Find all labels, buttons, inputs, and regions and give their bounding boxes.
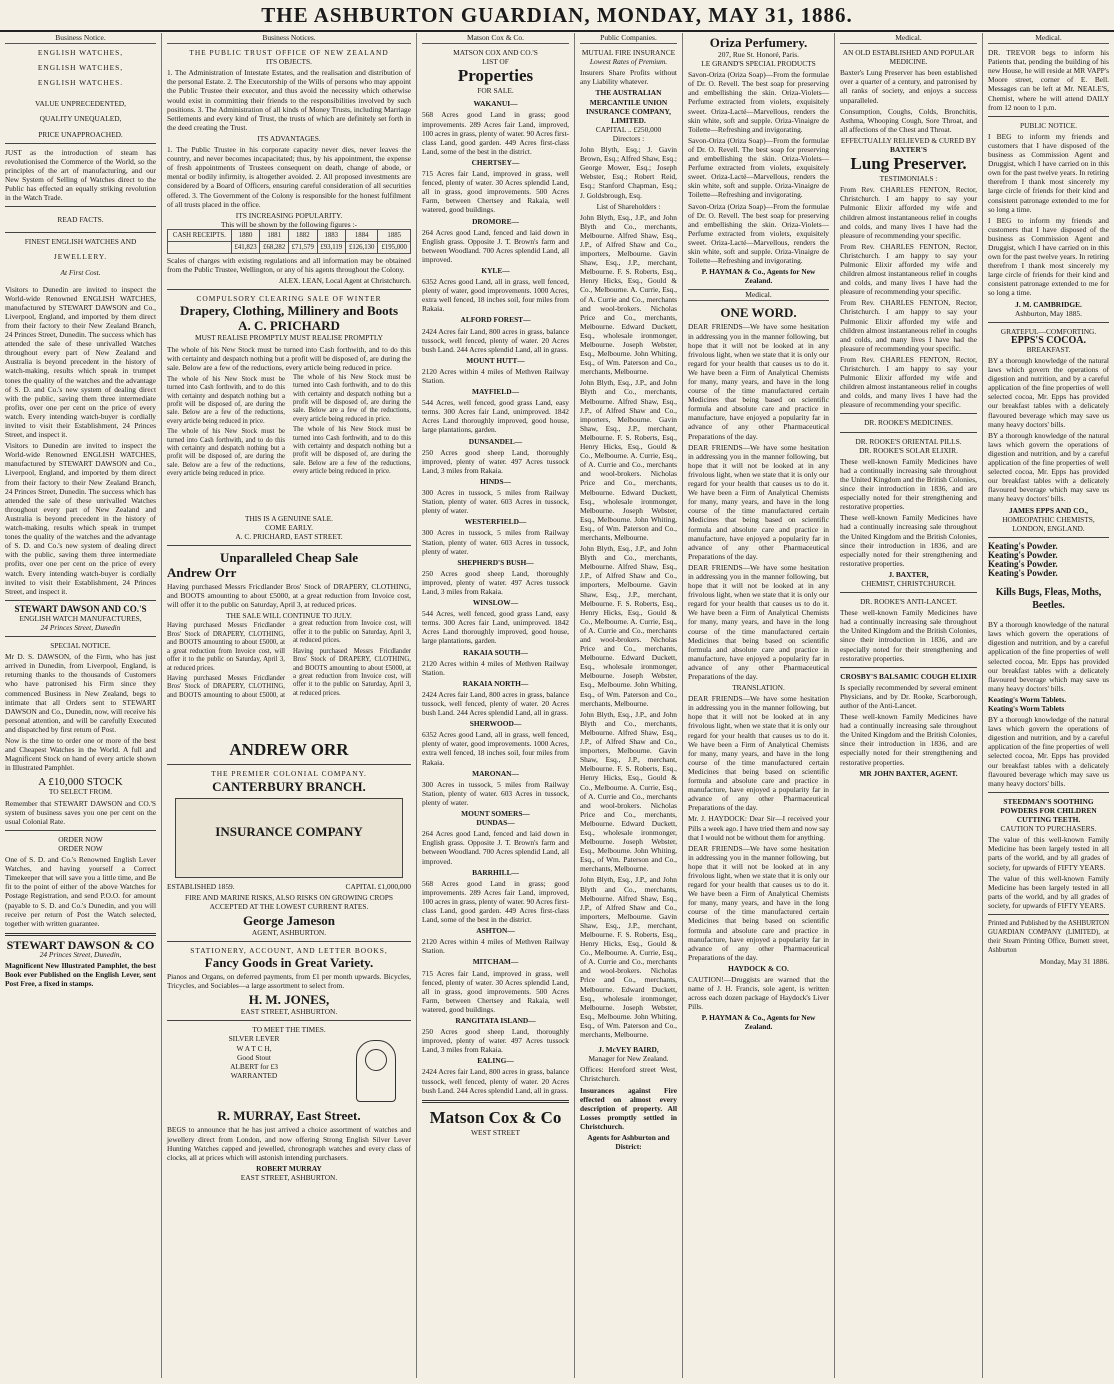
manager-title: Manager for New Zealand. xyxy=(588,1054,669,1064)
headline: LIST OF xyxy=(482,57,509,67)
paragraph: Baxter's Lung Preserver has been established over a quarter of a century, and patronised by all ranks of society, and enjoys a success unparalleled. xyxy=(840,68,977,105)
ad-line: W A T C H, xyxy=(236,1043,272,1053)
subheading: LE GRAND'S SPECIAL PRODUCTS xyxy=(701,59,816,69)
paragraph: 1. The Public Trustee in his corporate capacity never dies, never leaves the country, and never becomes incapacitated; thus, by his appointment, the expense of fresh appointments of Trustees consequent on death, change of abode, or mental or bodily infirmity, is altogether avoided. 2. All proposed investments are considered by a Board of Officers, ensuring careful consideration of all securities offered. 3. The Government of the Colony is responsible for the honest fulfilment of all trusts placed in the office. xyxy=(167,145,411,209)
table-cell: CASH RECEIPTS. xyxy=(168,229,232,241)
signature: ALEX. LEAN, Local Agent at Christchurch. xyxy=(278,276,411,286)
paragraph: JUST as the introduction of steam has revolutionised the Commerce of the World, so the principles of the art of manufacturing, and our New System of Selling of Watches direct to the Public has effected an equally striking revolution in the Watch Trade. xyxy=(5,147,156,203)
headline: ENGLISH WATCHES. xyxy=(37,78,124,88)
watch-ad xyxy=(167,1034,411,1108)
price-list xyxy=(167,374,411,514)
locality: DUNSANDEL— xyxy=(468,436,523,446)
paragraph: DEAR FRIENDS—We have some hesitation in addressing you in the manner following, but hope that it will not be looked at in any frivolous light, when we state that it is only our regard for your health that causes us to do it. We have been a Firm of Analytical Chemists for many, many years, and have in the long course of the time manufactured certain Medicines that being based on scientific formula and absolute care and practice in manufacture, have enjoyed a popularity far in advance of any other Pharmaceutical Preparations of the day. xyxy=(688,694,829,813)
chemist-title: CHEMIST, CHRISTCHURCH. xyxy=(861,578,956,588)
signature: J. M. CAMBRIDGE. xyxy=(1015,299,1082,309)
paragraph: Offices: Hereford street West, Christchurch. xyxy=(580,1065,677,1084)
locality: WESTERFIELD— xyxy=(464,517,527,527)
paragraph: 2424 Acres fair Land, 800 acres in grass, balance tussock, well fenced, plenty of water. 20 Acres bush Land. 244 Acres splendid Land, all in grass. xyxy=(422,326,569,354)
ad-line: SILVER LEVER xyxy=(228,1034,280,1044)
paragraph: Having purchased Messrs Fricdlander Bros' Stock of DRAPERY, CLOTHING, and BOOTS amounting to about £5000, at a great reduction from Invoice cost, will offer it to the public on Saturday, April 3, at reduced prices. xyxy=(167,582,411,610)
product-line: Keating's Worm Tablets. xyxy=(988,694,1067,704)
paragraph: These well-known Family Medicines have had a continually increasing sale throughout the United Kingdom and the British Colonies, since their introduction in 1836, and are especially noted for their strengthening and restorative properties. xyxy=(840,513,977,568)
firm-name: HAYDOCK & CO. xyxy=(728,963,789,973)
paragraph: BEGS to announce that he has just arrived a choice assortment of watches and jewellery direct from London, and now offering Strong English Silver Lever Hunting Watches capped and jewelled, chronograph watches and every class of clocks, all at prices which will astonish intending purchasers. xyxy=(167,1125,411,1162)
address: 207, Rue St. Honoré, Paris. xyxy=(718,50,799,59)
paragraph: 300 Acres in tussock, 5 miles from Railway Station, plenty of water. 603 Acres in tussock, plenty of water. xyxy=(422,528,569,556)
locality: MAYFIELD— xyxy=(472,387,519,397)
paragraph: 715 Acres fair Land, improved in grass, well fenced, plenty of water. 30 Acres splendid Land, all in grass, good improvements. 500 Acres Farm, between Chertsey and Rakaia, well watered, good buildings. xyxy=(422,968,569,1014)
locality: CHERTSEY— xyxy=(471,157,520,167)
product-line: Keating's Powder. xyxy=(988,558,1058,569)
headline: READ FACTS. xyxy=(57,215,104,225)
paragraph: Is specially recommended by several eminent Physicians, and by Dr. Rooke, Scarborough, author of the Anti-Lancet. xyxy=(840,682,977,710)
address: WEST STREET xyxy=(471,1127,520,1137)
note: This will be shown by the following figures :- xyxy=(221,219,357,229)
subheading: At First Cost. xyxy=(60,267,101,277)
locality: MOUNT HUTT— xyxy=(466,355,525,365)
column-heading: Business Notices. xyxy=(167,33,411,44)
firm-address: 24 Princes Street, Dunedin, xyxy=(39,949,122,959)
headline: DR. ROOKE'S SOLAR ELIXIR. xyxy=(859,445,958,455)
paragraph: From Rev. CHARLES FENTON, Rector, Christchurch. I am happy to say your Pulmonic Elixir afforded my wife and children almost instantaneous relief in coughs and colds, and many lives I have had the pleasure of recommending your specific. xyxy=(840,185,977,240)
table-cell: £71,579 xyxy=(288,241,317,253)
paragraph: The value of this well-known Family Medicine has been largely tested in all parts of the world, and by all grades of society, for upwards of FIFTY YEARS. xyxy=(988,873,1109,910)
agent-line: P. HAYMAN & Co., Agents for New Zealand. xyxy=(701,1013,816,1032)
headline: GRATEFUL—COMFORTING. xyxy=(1000,326,1097,336)
column-public-companies xyxy=(575,33,683,1378)
headline: Properties xyxy=(457,66,534,86)
table-cell: £126,130 xyxy=(345,241,378,253)
paragraph: From Rev. CHARLES FENTON, Rector, Christchurch. I am happy to say your Pulmonic Elixir afforded my wife and children almost instantaneous relief in coughs and colds, and many lives I have had the pleasure of recommending your specific. xyxy=(840,241,977,297)
column-heading: Medical. xyxy=(988,33,1109,44)
table-cell: £195,000 xyxy=(378,241,411,253)
table-cell xyxy=(168,241,232,253)
paragraph: John Blyth, Esq., J.P., and John Blyth and Co., merchants, Melbourne. Alfred Shaw, Esq., J.P., of Alfred Shaw and Co., importers, Melbourne. Gavin Shaw, Esq., J.P., merchant, Melbourne. F. S. Roberts, Esq., Henry Hicks, Esq., Gould & Co., Melbourne. A. Currie, Esq., of A. Currie and Co., merchants and wool-brokers. Nicholas Price and Co., merchants, Melbourne. Edward Duckett, Esq., wholesale ironmonger, Melbourne. Joseph Webster, Esq., Melbourne. John Whiting, Esq., of Wm. Paterson and Co., merchants, Melbourne. xyxy=(580,709,677,874)
column-heading: Medical. xyxy=(840,33,977,44)
paragraph: One of S. D. and Co.'s Renowned English Lever Watches, and having yourself a Correct Timekeeper that will save you a little time, and Be fit to the point of either of the above Watches for Postage Registration, and send P.O.O. for amount (payable to S. D. and Co.'s Dunedin, and you will receive per return of Post the Watch selected, together with written guarantee. xyxy=(5,855,156,928)
paragraph: 2120 Acres within 4 miles of Methven Railway Station. xyxy=(422,937,569,956)
paragraph: Savon-Oriza (Oriza Soap)—From the formulae of Dr. O. Revell. The best soap for preserving and embellishing the skin. Oriza-Violets—Perfume extracted from violets, exquisitely sweet. Oriza-Lacté—Marvellous, renders the skin white, soft and supple. Oriza-Vinaigre de Toilette—Refreshing and invigorating. xyxy=(688,135,829,200)
ad-line: Good Stout xyxy=(237,1052,271,1062)
column-heading: Matson Cox & Co. xyxy=(422,33,569,44)
paragraph: Remember that STEWART DAWSON and CO.'S system of business saves you one per cent on the usual Colonial Rate. xyxy=(5,798,156,826)
headline: STATIONERY, ACCOUNT, AND LETTER BOOKS, xyxy=(190,945,388,955)
locality: BARRHILL— xyxy=(472,867,519,877)
table-cell: 1885 xyxy=(378,229,411,241)
headline: SPECIAL NOTICE. xyxy=(50,641,111,651)
subheading: CAUTION TO PURCHASERS. xyxy=(1000,824,1097,834)
product-line: Keating's Powder. xyxy=(988,568,1058,579)
paragraph: John Blyth, Esq., J.P., and John Blyth and Co., merchants, Melbourne. Alfred Shaw, Esq., J.P., of Alfred Shaw and Co., importers, Melbourne. Gavin Shaw, Esq., J.P., merchant, Melbourne. F. S. Roberts, Esq., Henry Hicks, Esq., Gould & Co., Melbourne. A. Currie, Esq., of A. Currie and Co., merchants and wool-brokers. Nicholas Price and Co., merchants, Melbourne. Edward Duckett, Esq., wholesale ironmonger, Melbourne. Joseph Webster, Esq., Melbourne. John Whiting, Esq., of Wm. Paterson and Co., merchants, Melbourne. xyxy=(580,212,677,377)
notice: THIS IS A GENUINE SALE. xyxy=(244,513,334,523)
headline: FINEST ENGLISH WATCHES AND xyxy=(24,237,137,247)
paragraph: These well-known Family Medicines have had a continually increasing sale throughout the United Kingdom and the British Colonies, since their introduction in 1836, and are especially noted for their strengthening and restorative properties. xyxy=(840,456,977,512)
headline: VALUE UNPRECEDENTED, xyxy=(34,99,126,109)
column-baxter-rooke xyxy=(835,33,983,1378)
locality: WAKANUI— xyxy=(473,99,518,109)
column-oriza-haydock xyxy=(683,33,835,1378)
advertiser-name: A. C. PRICHARD xyxy=(238,318,340,334)
headline: ORDER NOW xyxy=(58,834,103,844)
ad-line: ALBERT for £3 xyxy=(230,1061,278,1071)
firm-name: JAMES EPPS AND CO., xyxy=(1008,505,1089,515)
table-row xyxy=(168,241,411,253)
subheading: Lowest Rates of Premium. xyxy=(589,57,668,67)
advertiser-name: George Jameson xyxy=(242,912,336,928)
table-cell: 1883 xyxy=(317,229,345,241)
locality: HINDS— xyxy=(480,476,511,486)
paragraph: John Blyth, Esq., J.P., and John Blyth and Co., merchants, Melbourne. Alfred Shaw, Esq., J.P., of Alfred Shaw and Co., importers, Melbourne. Gavin Shaw, Esq., J.P., merchant, Melbourne. F. S. Roberts, Esq., Henry Hicks, Esq., Gould & Co., Melbourne. A. Currie, Esq., of A. Currie and Co., merchants and wool-brokers. Nicholas Price and Co., merchants, Melbourne. Edward Duckett, Esq., wholesale ironmonger, Melbourne. Joseph Webster, Esq., Melbourne. John Whiting, Esq., of Wm. Paterson and Co., merchants, Melbourne. xyxy=(580,544,677,708)
advertiser-name: R. MURRAY, East Street. xyxy=(217,1108,361,1124)
headline: DR. ROOKE'S MEDICINES. xyxy=(864,418,953,428)
headline: CANTERBURY BRANCH. xyxy=(212,778,366,794)
paragraph: John Blyth, Esq.; J. Gavin Brown, Esq.; Alfred Shaw, Esq.; George Mower, Esq.; Joseph Webster, Esq.; Robert Reid, Esq.; Stanford Chapman, Esq.; J. Goldsbrough, Esq. xyxy=(580,145,677,200)
paragraph: John Blyth, Esq., J.P., and John Blyth and Co., merchants, Melbourne. Alfred Shaw, Esq., J.P., of Alfred Shaw and Co., importers, Melbourne. Gavin Shaw, Esq., J.P., merchant, Melbourne. F. S. Roberts, Esq., Henry Hicks, Esq., Gould & Co., Melbourne. A. Currie, Esq., of A. Currie and Co., merchants and wool-brokers. Nicholas Price and Co., merchants, Melbourne. Edward Duckett, Esq., wholesale ironmonger, Melbourne. Joseph Webster, Esq., Melbourne. John Whiting, Esq., of Wm. Paterson and Co., merchants, Melbourne. xyxy=(580,875,677,1040)
insurance-company-logo xyxy=(175,798,403,878)
paragraph: Insurers Share Profits without any Liability whatever. xyxy=(580,68,677,87)
paragraph: The whole of his New Stock must be turned into Cash forthwith, and to do this with certainty and despatch nothing but a profit will be disposed of, are during the sale. Below are a few of the reductions, every article being reduced in price. xyxy=(167,428,285,478)
locality: ASHTON— xyxy=(476,926,515,936)
ad-line: WARRANTED xyxy=(230,1070,278,1080)
table-cell: 1880 xyxy=(231,229,260,241)
product-line: Keating's Powder. xyxy=(988,540,1058,551)
agent-line: P. HAYMAN & Co., Agents for New Zealand. xyxy=(701,267,816,286)
headline: ENGLISH WATCHES, xyxy=(37,63,124,73)
locality: MOUNT SOMERS— xyxy=(461,809,530,819)
firm-address: 24 Princes Street, Dunedin xyxy=(40,622,121,632)
locality: WINSLOW— xyxy=(472,598,519,608)
paragraph: Mr. J. HAYDOCK: Dear Sir—I received your Pills a week ago. I have tried them and now say that I would not be without them for anything. xyxy=(688,814,829,842)
clock-illustration xyxy=(341,1034,411,1108)
paragraph: DEAR FRIENDS—We have some hesitation in addressing you in the manner following, but hope that it will not be looked at in any frivolous light, when we state that it is only our regard for your health that causes us to do it. We have been a Firm of Analytical Chemists for many, many years, and have in the long course of the time manufactured certain Medicines that being based on scientific formula and absolute care and practice in manufacture, have enjoyed a popularity far in advance of any other Pharmaceutical Preparations of the day. xyxy=(688,562,829,681)
paragraph: DEAR FRIENDS—We have some hesitation in addressing you in the manner following, but hope that it will not be looked at in any frivolous light, when we state that it is only our regard for your health that causes us to do it. We have been a Firm of Analytical Chemists for many, many years, and have in the long course of the time manufactured certain Medicines that being based on scientific formula and absolute care and practice in manufacture, have enjoyed a popularity far in advance of any other Pharmaceutical Preparations of the day. xyxy=(688,442,829,561)
locality: KYLE— xyxy=(481,265,510,275)
paragraph: I BEG to inform my friends and customers that I have disposed of the business as Commission Agent and Druggist, which I have carried on in this own for the past twelve years. In retiring therefrom I thank most sincerely my large circle of friends for their kind and consistent patronage extended to me for so long a time. xyxy=(988,131,1109,214)
paragraph: 300 Acres in tussock, 5 miles from Railway Station, plenty of water. 603 Acres in tussock, plenty of water. xyxy=(422,779,569,807)
subheading: AGENT, ASHBURTON. xyxy=(251,927,327,937)
subheading: ITS ADVANTAGES. xyxy=(257,133,321,143)
paragraph: Visitors to Dunedin are invited to inspect the World-wide Renowned ENGLISH WATCHES, manufactured by STEWART DAWSON and Co., Liverpool, England, and imported by them direct from their factory to their New Zealand Branch, 24 Princes Street, Dunedin. The success which has attended the sale of these unrivalled Watches throughout every part of New Zealand and Australia is beyond precedent in the history of watch-making, results which speak in trumpet tones the quality of the watches and the advantage of S. D. and Co.'s new system of dealing direct with the public, saving them three intermediate profits, over one per cent on the price of every watch. Every intending watch-buyer is cordially invited to visit their Establishment, 24 Princes Street, and inspect it. xyxy=(5,441,156,596)
paragraph: 544 Acres, well fenced, good grass Land, easy terms. 300 Acres fair Land, unimproved. 1842 Acres Land thoroughly improved, good house, large plantations, garden. xyxy=(422,398,569,435)
product-line: Keating's Worm Tablets xyxy=(988,704,1065,713)
paragraph: 250 Acres good sheep Land, thoroughly improved, plenty of water. 497 Acres tussock Land, 3 miles from Rakaia. xyxy=(422,447,569,475)
paragraph: 300 Acres in tussock, 5 miles from Railway Station, plenty of water. 603 Acres in tussock, plenty of water. xyxy=(422,488,569,516)
paragraph: These well-known Family Medicines have had a continually increasing sale throughout the United Kingdom and the British Colonies, since their introduction in 1836, and are especially noted for their strengthening and restorative properties. xyxy=(840,608,977,663)
established: ESTABLISHED 1859. xyxy=(167,881,235,891)
paragraph: Now is the time to order one or more of the best and Cheapest Watches in the World. A full and Magnificent Stock on hand of every article shown in Illustrated Pamphlet. xyxy=(5,736,156,773)
headline: ONE WORD. xyxy=(720,305,797,321)
locality: EALING— xyxy=(477,1056,514,1066)
paragraph: DEAR FRIENDS—We have some hesitation in addressing you in the manner following, but hope that it will not be looked at in any frivolous light, when we state that it is only our regard for your health that causes us to do it. We have been a Firm of Analytical Chemists for many, many years, and have in the long course of the time manufactured certain Medicines that being based on scientific formula and absolute care and practice in manufacture, have enjoyed a popularity far in advance of any other Pharmaceutical Preparations of the day. xyxy=(688,843,829,962)
address: EAST STREET, ASHBURTON. xyxy=(240,1172,338,1182)
paragraph: 715 Acres fair Land, improved in grass, well fenced, plenty of water. 30 Acres splendid Land, all in grass, good improvements. 500 Acres Farm, between Chertsey and Rakaia, well watered, good buildings. xyxy=(422,169,569,215)
paragraph: Visitors to Dunedin are invited to inspect the World-wide Renowned ENGLISH WATCHES, manufactured by STEWART DAWSON and Co., Liverpool, England, and imported by them direct from their factory to their New Zealand Branch, 24 Princes Street, Dunedin. The success which has attended the sale of these unrivalled Watches throughout every part of New Zealand and Australia is beyond precedent in the history of watch-making, results which speak in trumpet tones the quality of the watches and the advantage of S. D. and Co.'s new system of dealing direct with the public, saving them three intermediate profits, over one per cent on the price of every watch. Every intending watch-buyer is cordially invited to visit their Establishment, 24 Princes Street, and inspect it. xyxy=(5,284,156,440)
paragraph: Savon-Oriza (Oriza Soap)—From the formulae of Dr. O. Revell. The best soap for preserving and embellishing the skin. Oriza-Violets—Perfume extracted from violets, exquisitely sweet. Oriza-Lacté—Marvellous, renders the skin white, soft and supple. Oriza-Vinaigre de Toilette—Refreshing and invigorating. xyxy=(688,70,829,134)
table-cell: 1881 xyxy=(260,229,289,241)
paragraph: 6352 Acres good Land, all in grass, well fenced, plenty of water, good improvements. 1000 Acres, extra well fenced, 18 inches soil, four miles from Rakaia. xyxy=(422,277,569,314)
paragraph: 568 Acres good Land in grass; good improvements. 289 Acres fair Land, improved, 100 acres in grass, plenty of water. 90 Acres first-class Land, good garden. 449 Acres first-class Land, some of the best in the district. xyxy=(422,878,569,925)
paragraph: 264 Acres good Land, fenced and laid down in English grass. Opposite J. T. Brown's farm and between Woodland. 700 Acres splendid Land, all improved. xyxy=(422,829,569,866)
headline: Lung Preserver. xyxy=(850,154,967,174)
signature: ROBERT MURRAY xyxy=(256,1163,322,1173)
paragraph: BY a thorough knowledge of the natural laws which govern the operations of digestion and nutrition, and by a careful application of the fine properties of well selected cocoa, Mr. Epps has provided our breakfast tables with a delicately flavoured beverage which may save us many heavy doctors' bills. xyxy=(988,430,1109,504)
manager-name: J. McVEY BAIRD, xyxy=(598,1045,659,1055)
paragraph: Having purchased Messrs Fricdlander Bros' Stock of DRAPERY, CLOTHING, and BOOTS amounting to about £5000, at a great reduction from Invoice cost, will offer it to the public on Saturday, April 3, at reduced prices. xyxy=(167,620,411,699)
masthead: THE ASHBURTON GUARDIAN, MONDAY, MAY 31, 1886. xyxy=(0,0,1114,32)
headline: DR. ROOKE'S ORIENTAL PILLS. xyxy=(855,436,962,446)
locality: MITCHAM— xyxy=(472,957,519,967)
footer-note: Agents for Ashburton and District: xyxy=(587,1132,670,1152)
watch-ad-text xyxy=(167,1034,341,1108)
price-list xyxy=(167,620,411,740)
paragraph: Having purchased Messrs Fricdlander Bros' Stock of DRAPERY, CLOTHING, and BOOTS amounting to about £5000, at a great reduction from Invoice cost, will offer it to the public on Saturday, April 3, at reduced prices. xyxy=(167,622,285,672)
headline: TO MEET THE TIMES. xyxy=(252,1025,326,1035)
headline: EPPS'S COCOA. xyxy=(1010,334,1086,346)
subheading: Directors : xyxy=(612,133,645,143)
subheading: MUST REALISE PROMPTLY MUST REALISE PROMPTLY xyxy=(195,333,383,343)
paragraph: Magnificent New Illustrated Pamphlet, the best Book ever Published on the English Lever, sent Post Free, a fixed in stamps. xyxy=(5,960,156,989)
table-cell: 1882 xyxy=(288,229,317,241)
paragraph: The whole of his New Stock must be turned into Cash forthwith, and to do this with certainty and despatch nothing but a profit will be disposed of, are during the sale. Below are a few of the reductions, every article being reduced in price. xyxy=(167,344,411,372)
headline: DR. ROOKE'S ANTI-LANCET. xyxy=(860,597,957,607)
headline: Drapery, Clothing, Millinery and Boots xyxy=(179,303,399,319)
advertiser-name: Matson Cox & Co xyxy=(429,1107,562,1127)
locality: RAKAIA SOUTH— xyxy=(463,647,528,657)
column-matson-cox xyxy=(417,33,575,1378)
column-medical-notices xyxy=(983,33,1114,1378)
paragraph: The whole of his New Stock must be turned into Cash forthwith, and to do this with certainty and despatch nothing but a profit will be disposed of, are during the sale. Below are a few of the reductions, every article being reduced in price. xyxy=(293,373,411,423)
headline: ENGLISH WATCHES, xyxy=(37,48,124,58)
paragraph: These well-known Family Medicines have had a continually increasing sale throughout the United Kingdom and the British Colonies, since their introduction in 1836, and are especially noted for their strengthening and restorative properties. xyxy=(840,712,977,767)
table-row xyxy=(168,229,411,241)
headline: THE PUBLIC TRUST OFFICE OF NEW ZEALAND xyxy=(189,48,389,58)
paragraph: BY a thorough knowledge of the natural laws which govern the operations of digestion and nutrition, and by a careful application of the fine properties of well selected cocoa, Mr. Epps has provided our breakfast tables with a delicately flavoured beverage which may save us many heavy doctors' bills. xyxy=(988,356,1109,429)
brand: BAXTER'S xyxy=(890,145,927,155)
firm-subtitle: HOMEOPATHIC CHEMISTS, xyxy=(1002,514,1095,524)
paragraph: 1. The Administration of Intestate Estates, and the realisation and distribution of the personal Estate. 2. The Executorship of the Wills of persons who may appoint the Public Trustee their executor, and thus avoid the necessity which otherwise would exist in committing their friends to the responsibilities involved by such positions. 3. The Administration of all kinds of Money Trusts, including Marriage Settlements and every kind of Trust, the trusts of which are definitely set forth in the deed creating the Trust. xyxy=(167,68,411,132)
notice: THE SALE WILL CONTINUE TO JULY. xyxy=(226,611,352,621)
clock-icon xyxy=(356,1040,396,1102)
table-cell: £93,119 xyxy=(317,241,345,253)
subheading: ITS OBJECTS. xyxy=(266,57,312,67)
headline: MATSON COX AND CO.'S xyxy=(453,48,538,58)
paragraph: Scales of charges with existing regulations and all information may be obtained from the Public Trustee, Wellington, or any of his agents throughout the Colony. xyxy=(167,256,411,275)
paragraph: Savon-Oriza (Oriza Soap)—From the formulae of Dr. O. Revell. The best soap for preserving and embellishing the skin. Oriza-Violets—Perfume extracted from violets, exquisitely sweet. Oriza-Lacté—Marvellous, renders the skin white, soft and supple. Oriza-Vinaigre de Toilette—Refreshing and invigorating. xyxy=(688,201,829,266)
subheading: ITS INCREASING POPULARITY. xyxy=(235,210,343,220)
advertiser-name: Andrew Orr xyxy=(167,565,237,581)
paragraph: 2424 Acres fair Land, 800 acres in grass, balance tussock, well fenced, plenty of water. 20 Acres bush Land. 244 Acres splendid Land, all in grass. xyxy=(422,1067,569,1095)
locality: MARONAN— xyxy=(472,768,519,778)
subheading: BREAKFAST. xyxy=(1026,344,1071,354)
table-cell: £41,823 xyxy=(231,241,260,253)
imprint: Printed and Published by the ASHBURTON GUARDIAN COMPANY (LIMITED), at their Steam Printing Office, Burnett street, Ashburton xyxy=(988,919,1109,955)
paragraph: I BEG to inform my friends and customers that I have disposed of the business as Commission Agent and Druggist, which I have carried on in this own for the past twelve years. In retiring therefrom I thank most sincerely my large circle of friends for their kind and consistent patronage extended to me for so long a time. xyxy=(988,215,1109,298)
locality: RAKAIA NORTH— xyxy=(462,678,529,688)
locality: SHERWOOD— xyxy=(469,719,522,729)
column-business-notices xyxy=(162,33,417,1378)
product-claim: Kills Bugs, Fleas, Moths, Beetles. xyxy=(995,587,1102,612)
paragraph: 2424 Acres fair Land, 800 acres in grass, balance tussock, well fenced, plenty of water. 20 Acres bush Land. 244 Acres splendid Land, all in grass. xyxy=(422,689,569,718)
subheading: List of Shareholders : xyxy=(596,201,661,211)
headline: CROSBY'S BALSAMIC COUGH ELIXIR xyxy=(840,671,977,681)
paragraph: John Blyth, Esq., J.P., and John Blyth and Co., merchants, Melbourne. Alfred Shaw, Esq., J.P., of Alfred Shaw and Co., importers, Melbourne. Gavin Shaw, Esq., J.P., merchant, Melbourne. F. S. Roberts, Esq., Henry Hicks, Esq., Gould & Co., Melbourne. A. Currie, Esq., of A. Currie and Co., merchants and wool-brokers. Nicholas Price and Co., merchants, Melbourne. Edward Duckett, Esq., wholesale ironmonger, Melbourne. Joseph Webster, Esq., Melbourne. John Whiting, Esq., of Wm. Paterson and Co., merchants, Melbourne. xyxy=(580,378,677,542)
headline: PUBLIC NOTICE. xyxy=(1019,120,1078,130)
paragraph: Mr D. S. DAWSON, of the Firm, who has just arrived in Dunedin, from Liverpool, England, is returning thanks to the thousands of Customers who have patronised his Firm since they commenced Business in New Zealand, begs to intimate that all Orders sent to STEWART DAWSON and Co., Dunedin, now, will receive his personal attention, and will be carefully Executed and dispatched by first return of Post. xyxy=(5,652,156,734)
headline: PRICE UNAPPROACHED. xyxy=(38,129,123,139)
headline: STEEDMAN'S SOOTHING POWDERS FOR CHILDREN CUTTING TEETH. xyxy=(1000,796,1097,825)
paragraph: BY a thorough knowledge of the natural laws which govern the operations of digestion and nutrition, and by a careful application of the fine properties of well selected cocoa, Mr. Epps has provided our breakfast tables with a delicately flavoured beverage which may save us many heavy doctors' bills. xyxy=(988,715,1109,788)
paragraph: Insurances against Fire effected on almost every description of property. All Losses promptly settled in Christchurch. xyxy=(580,1085,677,1131)
paragraph: The whole of his New Stock must be turned into Cash forthwith, and to do this with certainty and despatch nothing but a profit will be disposed of, are during the sale. Below are a few of the reductions, every article being reduced in price. xyxy=(167,375,285,425)
logo-text: INSURANCE COMPANY xyxy=(215,823,363,839)
locality: RANGITATA ISLAND— xyxy=(455,1016,536,1025)
headline: THE PREMIER COLONIAL COMPANY. xyxy=(211,769,367,779)
subheading: EAST STREET, ASHBURTON. xyxy=(240,1007,338,1017)
column-heading: Public Companies. xyxy=(580,33,677,44)
agent-line: MR JOHN BAXTER, AGENT. xyxy=(859,768,958,778)
paragraph: Pianos and Organs, on deferred payments, from £1 per month upwards. Bicycles, Tricycles, and Sociables—a large assortment to select from. xyxy=(167,972,411,991)
paragraph: DEAR FRIENDS—We have some hesitation in addressing you in the manner following, but hope that it will not be looked at in any frivolous light, when we state that it is only our regard for your health that causes us to do it. We have been a Firm of Analytical Chemists for many, many years, and have in the long course of the time manufactured certain Medicines that being based on scientific formula and absolute care and practice in manufacture, have enjoyed a popularity far in advance of any other Pharmaceutical Preparations of the day. xyxy=(688,322,829,441)
headline: A £10,000 STOCK xyxy=(38,776,123,789)
product-line: Keating's Powder. xyxy=(988,549,1058,560)
subheading: FOR SALE. xyxy=(477,86,514,96)
headline: QUALITY UNEQUALED, xyxy=(39,114,122,124)
imprint-date: Monday, May 31 1886. xyxy=(1039,957,1109,967)
headline: JEWELLERY. xyxy=(53,252,108,262)
subheading: TESTIMONIALS : xyxy=(879,174,938,184)
headline: Oriza Perfumery. xyxy=(709,35,808,50)
firm-name: STEWART DAWSON & CO xyxy=(6,937,155,952)
section-heading: Medical. xyxy=(688,289,829,301)
paragraph: 544 Acres, well fenced, good grass Land, easy terms. 300 Acres fair Land, unimproved. 1842 Acres Land thoroughly improved, good house, large plantations, garden. xyxy=(422,609,569,646)
advertiser-name: ANDREW ORR xyxy=(229,740,349,760)
paragraph: FIRE AND MARINE RISKS, ALSO RISKS ON GROWING CROPS ACCEPTED AT THE LOWEST CURRENT RATES. xyxy=(185,892,393,911)
paragraph: DR. TREVOR begs to inform his Patients that, pending the building of his new House, he will reside at MR VAPP's Moore street, corner of E. Bell. Messages can be left at Mr. NEALE'S, Chemist, where he will attend DAILY from 12 noon to 1 p.m. xyxy=(988,48,1109,112)
company-details xyxy=(167,882,411,891)
table-cell: 1884 xyxy=(345,229,378,241)
paragraph: The whole of his New Stock must be turned into Cash forthwith, and to do this with certainty and despatch nothing but a profit will be disposed of, are during the sale. Below are a few of the reductions, every article being reduced in price. xyxy=(293,426,411,476)
advertiser-name: H. M. JONES, xyxy=(248,992,330,1008)
notice: A. C. PRICHARD, EAST STREET. xyxy=(235,532,343,541)
firm-subtitle: ENGLISH WATCH MANUFACTURES, xyxy=(19,613,142,623)
capital: CAPITAL .. £250,000 xyxy=(595,124,662,134)
column-heading: Business Notice. xyxy=(5,33,156,44)
firm-name: STEWART DAWSON AND CO.'S xyxy=(14,603,147,614)
locality: DUNDAS— xyxy=(476,818,515,828)
table-cell: £68,282 xyxy=(260,241,289,253)
headline: AN OLD ESTABLISHED AND POPULAR MEDICINE. xyxy=(842,48,975,67)
subheading: TRANSLATION. xyxy=(732,683,785,693)
paragraph: 2120 Acres within 4 miles of Methven Railway Station. xyxy=(422,366,569,385)
locality: ALFORD FOREST— xyxy=(460,315,531,325)
paragraph: BY a thorough knowledge of the natural laws which govern the operations of digestion and nutrition, and by a careful application of the fine properties of well selected cocoa, Mr. Epps has provided our breakfast tables with a delicately flavoured beverage which may save us many heavy doctors' bills. xyxy=(988,620,1109,693)
notice: COME EARLY. xyxy=(265,522,313,532)
headline: THE AUSTRALIAN MERCANTILE UNION INSURANCE COMPANY, LIMITED. xyxy=(586,88,671,125)
headline: Unparalleled Cheap Sale xyxy=(220,550,358,566)
receipts-table xyxy=(167,229,411,254)
paragraph: From Rev. CHARLES FENTON, Rector, Christchurch. I am happy to say your Pulmonic Elixir afforded my wife and children almost instantaneous relief in coughs and colds, and many lives I have had the pleasure of recommending your specific. xyxy=(840,298,977,353)
paragraph: Having purchased Messrs Fricdlander Bros' Stock of DRAPERY, CLOTHING, and BOOTS amounting to about £5000, at a great reduction from Invoice cost, will offer it to the public on Saturday, April 3, at reduced prices. xyxy=(293,647,411,697)
capital: CAPITAL £1,000,000 xyxy=(345,881,411,891)
paragraph: 264 Acres good Land, fenced and laid down in English grass. Opposite J. T. Brown's farm and between Woodland. 700 Acres splendid Land, all improved. xyxy=(422,227,569,264)
headline: Fancy Goods in Great Variety. xyxy=(204,955,374,971)
paragraph: Consumption, Coughs, Colds, Bronchitis, Asthma, Whooping Cough, Sore Throat, and all affections of the Chest and Throat. xyxy=(840,106,977,134)
paragraph: 568 Acres good Land in grass; good improvements. 289 Acres fair Land, improved, 100 acres in grass, plenty of water. 90 Acres first-class Land, good garden. 449 Acres first-class Land, some of the best in the district. xyxy=(422,110,569,156)
paragraph: 250 Acres good sheep Land, thoroughly improved, plenty of water. 497 Acres tussock Land, 3 miles from Rakaia. xyxy=(422,1027,569,1055)
locality: DROMORE— xyxy=(472,216,519,226)
firm-address: LONDON, ENGLAND. xyxy=(1012,523,1085,533)
headline: ORDER NOW xyxy=(58,843,103,853)
paragraph: CAUTION!—Druggists are warned that the name of J. H. Francis, sole agent, is written across each dozen package of Haydock's Liver Pills. xyxy=(688,975,829,1012)
paragraph: 6352 Acres good Land, all in grass, well fenced, plenty of water, good improvements. 1000 Acres, extra well fenced, 18 inches soil, four miles from Rakaia. xyxy=(422,730,569,767)
column-stewart-dawson xyxy=(0,33,162,1378)
headline: MUTUAL FIRE INSURANCE xyxy=(581,48,676,58)
headline: COMPULSORY CLEARING SALE OF WINTER xyxy=(196,294,382,304)
subheading: TO SELECT FROM. xyxy=(48,787,113,797)
locality: SHEPHERD'S BUSH— xyxy=(457,557,534,567)
paragraph: The value of this well-known Family Medicine has been largely tested in all parts of the world, and by all grades of society, for upwards of FIFTY YEARS. xyxy=(988,835,1109,872)
paragraph: 2120 Acres within 4 miles of Methven Railway Station. xyxy=(422,658,569,677)
date-line: Ashburton, May 1885. xyxy=(1015,308,1082,318)
paragraph: 250 Acres good sheep Land, thoroughly improved, plenty of water. 497 Acres tussock Land, 3 miles from Rakaia. xyxy=(422,568,569,596)
chemist-name: J. BAXTER, xyxy=(888,569,929,579)
subheading: EFFECTUALLY RELIEVED & CURED BY xyxy=(840,135,977,145)
paragraph: From Rev. CHARLES FENTON, Rector, Christchurch. I am happy to say your Pulmonic Elixir afforded my wife and children almost instantaneous relief in coughs and colds, and many lives I have had the pleasure of recommending your specific. xyxy=(840,354,977,410)
